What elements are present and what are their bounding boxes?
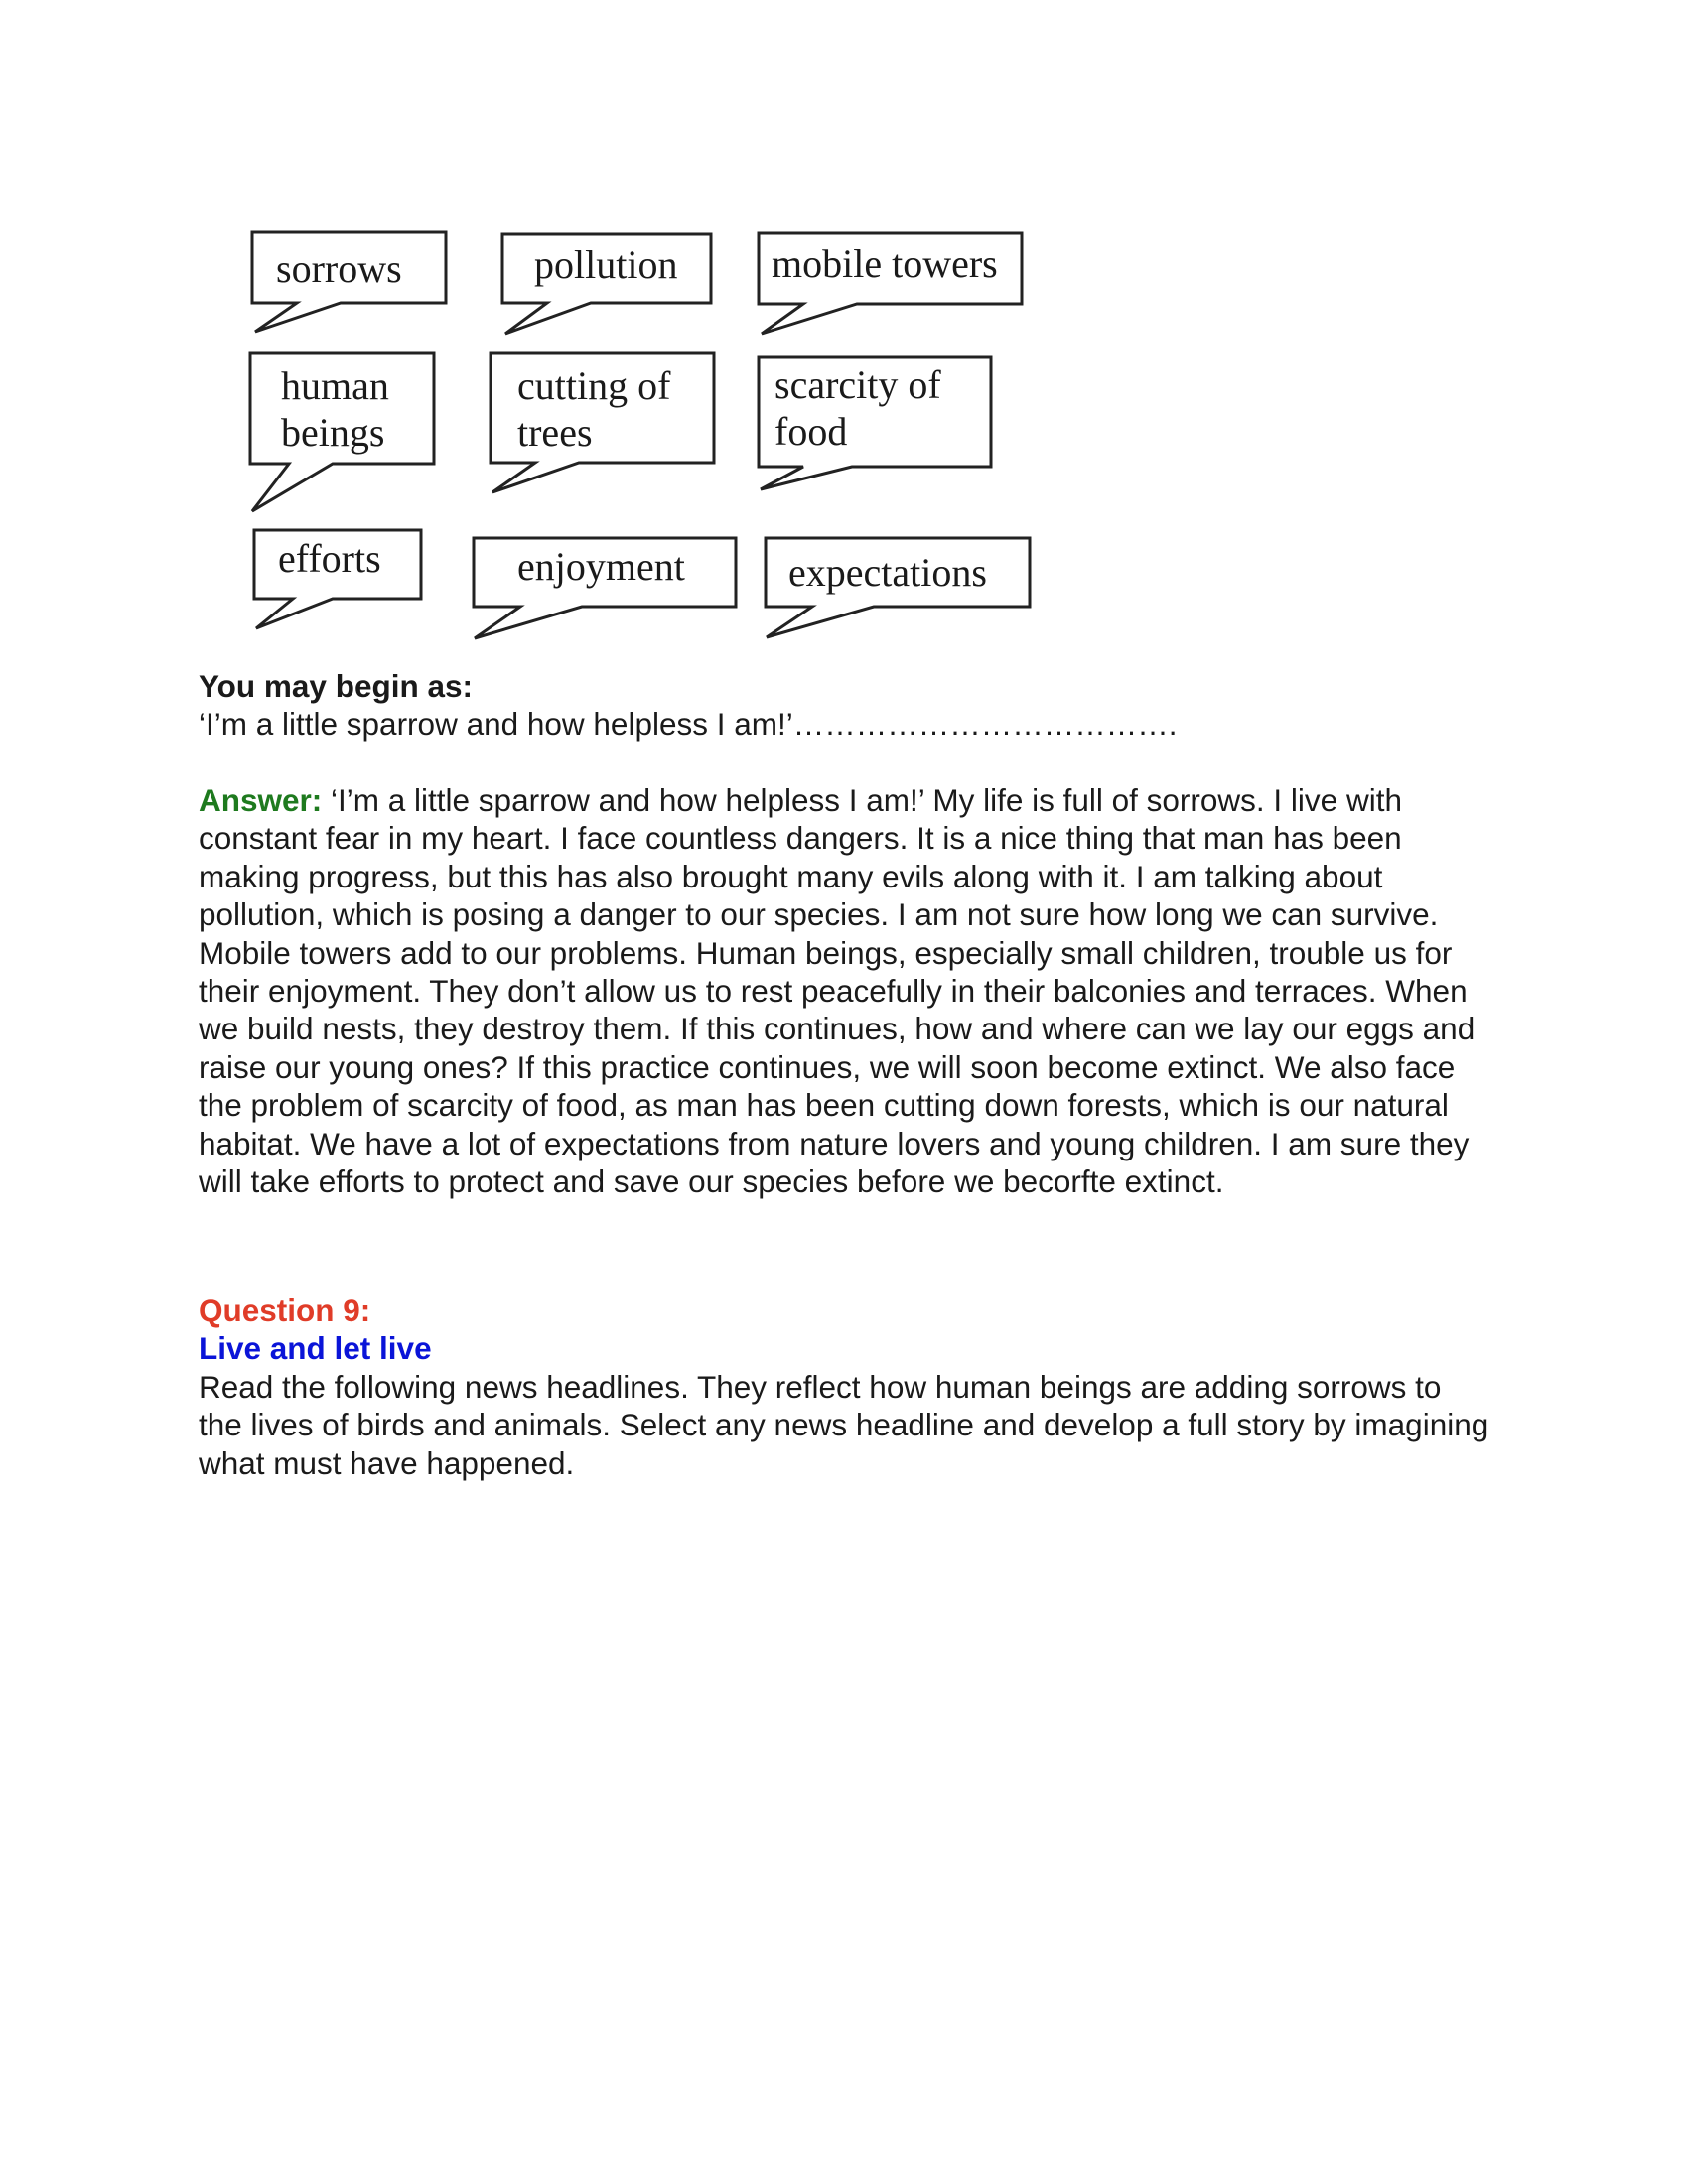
bubble-word: efforts [278, 536, 381, 581]
begin-label: You may begin as: [199, 668, 473, 704]
begin-section [199, 667, 1489, 744]
bubble-word-line-2: beings [281, 410, 385, 455]
bubble-word-line-1: human [281, 363, 389, 408]
begin-text: ‘I’m a little sparrow and how helpless I am!’………………………………. [199, 706, 1178, 743]
bubble-word-line-1: scarcity of [774, 362, 941, 407]
question-section [199, 1292, 1489, 1482]
answer-text: ‘I’m a little sparrow and how helpless I am!’ My life is full of sorrows. I live with constant fear in my heart. I face countless dangers. It is a nice thing that man has been making progress, but this has also brought many evils along with it. I am talking about pollution, which is posing a danger to our species. I am not sure how long we can survive. Mobile towers add to our problems. Human beings, especially small children, trouble us for their enjoyment. They don’t allow us to rest peacefully in their balconies and terraces. When we build nests, they destroy them. If this continues, how and where can we lay our eggs and raise our young ones? If this practice continues, we will soon become extinct. We also face the problem of scarcity of food, as man has been cutting down forests, which is our natural habitat. We have a lot of expectations from nature lovers and young children. I am sure they will take efforts to protect and save our species before we becorfte extinct. [199, 782, 1476, 1200]
bubble-word: pollution [534, 242, 678, 287]
bubble-word-line-1: cutting of [517, 363, 671, 408]
question-title: Live and let live [199, 1330, 432, 1367]
question-text: Read the following news headlines. They reflect how human beings are adding sorrows to the lives of birds and animals. Select any news headline and develop a full story by imagining what must have happened. [199, 1368, 1489, 1481]
bubble-word-line-2: trees [517, 410, 593, 455]
answer-label: Answer: [199, 782, 323, 818]
bubble-word: sorrows [276, 246, 402, 291]
question-label: Question 9: [199, 1293, 371, 1328]
bubble-word: expectations [788, 550, 987, 595]
answer-paragraph [199, 781, 1489, 1200]
bubble-word-line-2: food [774, 409, 848, 454]
bubble-word: mobile towers [772, 241, 998, 286]
bubble-word: enjoyment [517, 544, 685, 589]
